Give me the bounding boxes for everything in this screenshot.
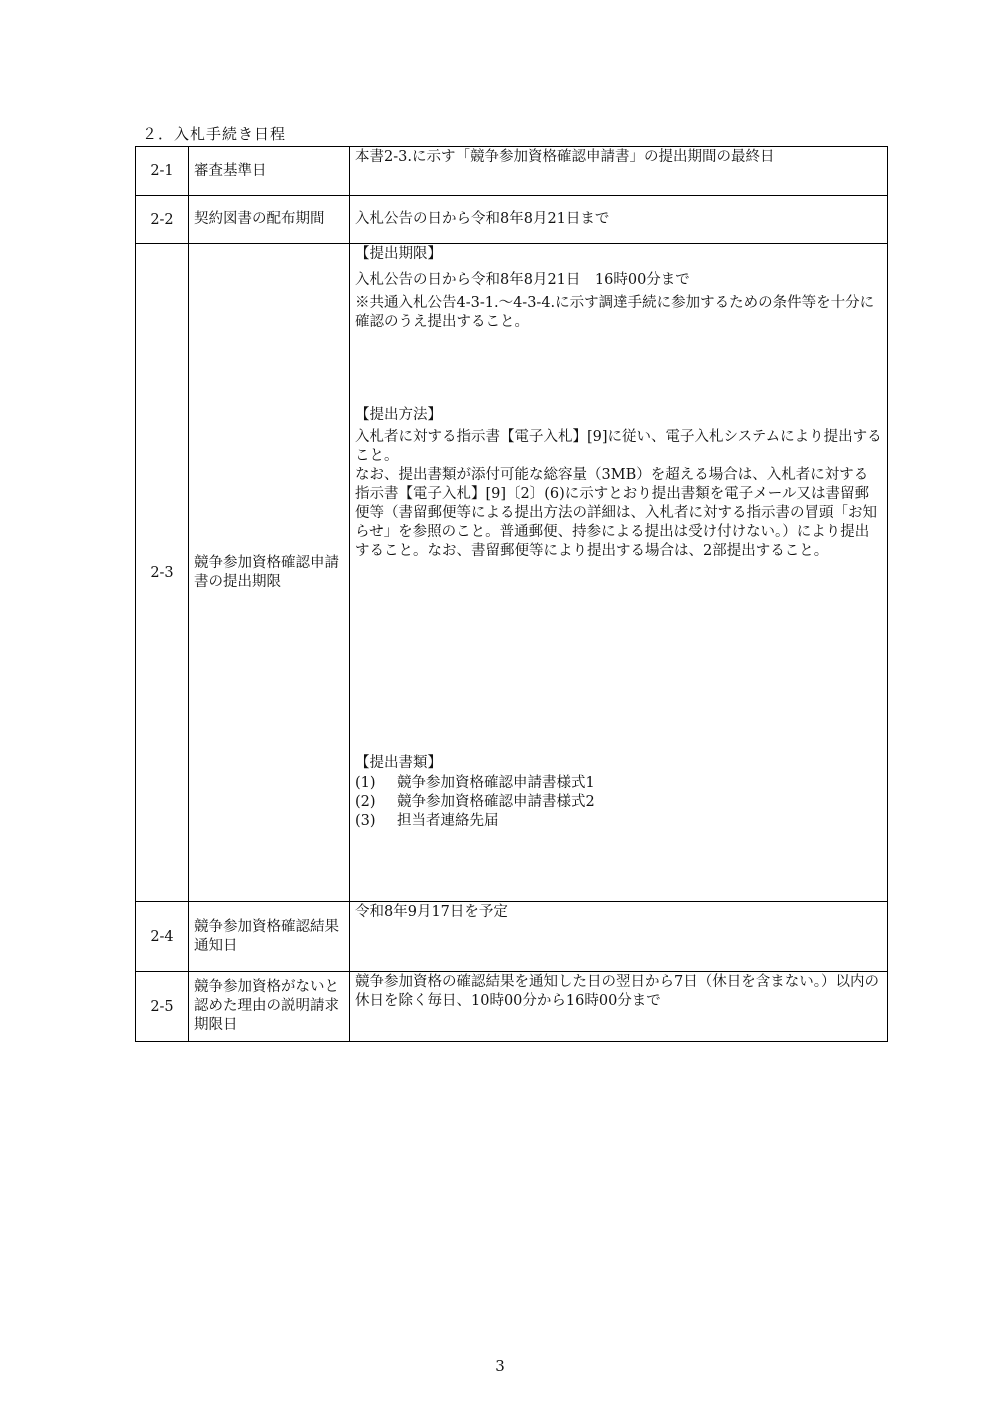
method-text-1: 入札者に対する指示書【電子入札】[9]に従い、電子入札システムにより提出すること。 — [355, 429, 882, 464]
list-marker: (1) — [355, 775, 376, 791]
method-text-2: なお、提出書類が添付可能な総容量（3MB）を超える場合は、入札者に対する指示書【電子入札】[9]〔2〕(6)に示すとおり提出書類を電子メール又は書留郵便等（書留郵便等による提出方法の詳細は、入札者に対する指示書の冒頭「お知らせ」を参照のこと。普通郵便、持参による提出は受け付けない。）により提出すること。なお、書留郵便等により提出する場合は、2部提出すること。 — [355, 467, 877, 559]
table-row — [136, 196, 888, 244]
list-item — [355, 812, 882, 831]
table-row — [136, 902, 888, 972]
table-row — [136, 147, 888, 196]
list-text: 担当者連絡先届 — [397, 813, 499, 829]
documents-title: 【提出書類】 — [355, 755, 442, 771]
row-detail — [350, 244, 888, 902]
deadline-text: 入札公告の日から令和8年8月21日 16時00分まで — [355, 272, 690, 288]
method-title: 【提出方法】 — [355, 407, 442, 423]
row-detail: 競争参加資格の確認結果を通知した日の翌日から7日（休日を含まない。）以内の休日を除く毎日、10時00分から16時00分まで — [350, 972, 888, 1042]
list-item — [355, 793, 882, 812]
row-detail: 本書2-3.に示す「競争参加資格確認申請書」の提出期間の最終日 — [350, 147, 888, 196]
schedule-table — [135, 146, 888, 1042]
deadline-title: 【提出期限】 — [355, 246, 442, 262]
deadline-note: ※共通入札公告4-3-1.～4-3-4.に示す調達手続に参加するための条件等を十分に確認のうえ提出すること。 — [355, 295, 875, 330]
list-marker: (3) — [355, 813, 376, 829]
table-row — [136, 244, 888, 902]
row-detail: 入札公告の日から令和8年8月21日まで — [350, 196, 888, 244]
row-number: 2-1 — [136, 147, 189, 196]
list-item — [355, 774, 882, 793]
row-number: 2-4 — [136, 902, 189, 972]
list-text: 競争参加資格確認申請書様式2 — [397, 794, 595, 810]
row-item: 競争参加資格がないと認めた理由の説明請求期限日 — [189, 972, 350, 1042]
row-item: 審査基準日 — [189, 147, 350, 196]
row-detail: 令和8年9月17日を予定 — [350, 902, 888, 972]
row-number: 2-3 — [136, 244, 189, 902]
row-item: 契約図書の配布期間 — [189, 196, 350, 244]
list-text: 競争参加資格確認申請書様式1 — [397, 775, 595, 791]
row-number: 2-2 — [136, 196, 189, 244]
page-number: 3 — [495, 1357, 505, 1375]
list-marker: (2) — [355, 794, 376, 810]
row-number: 2-5 — [136, 972, 189, 1042]
section-heading: ２．入札手続き日程 — [142, 125, 287, 143]
row-item: 競争参加資格確認結果通知日 — [189, 902, 350, 972]
row-item: 競争参加資格確認申請書の提出期限 — [189, 244, 350, 902]
table-row — [136, 972, 888, 1042]
